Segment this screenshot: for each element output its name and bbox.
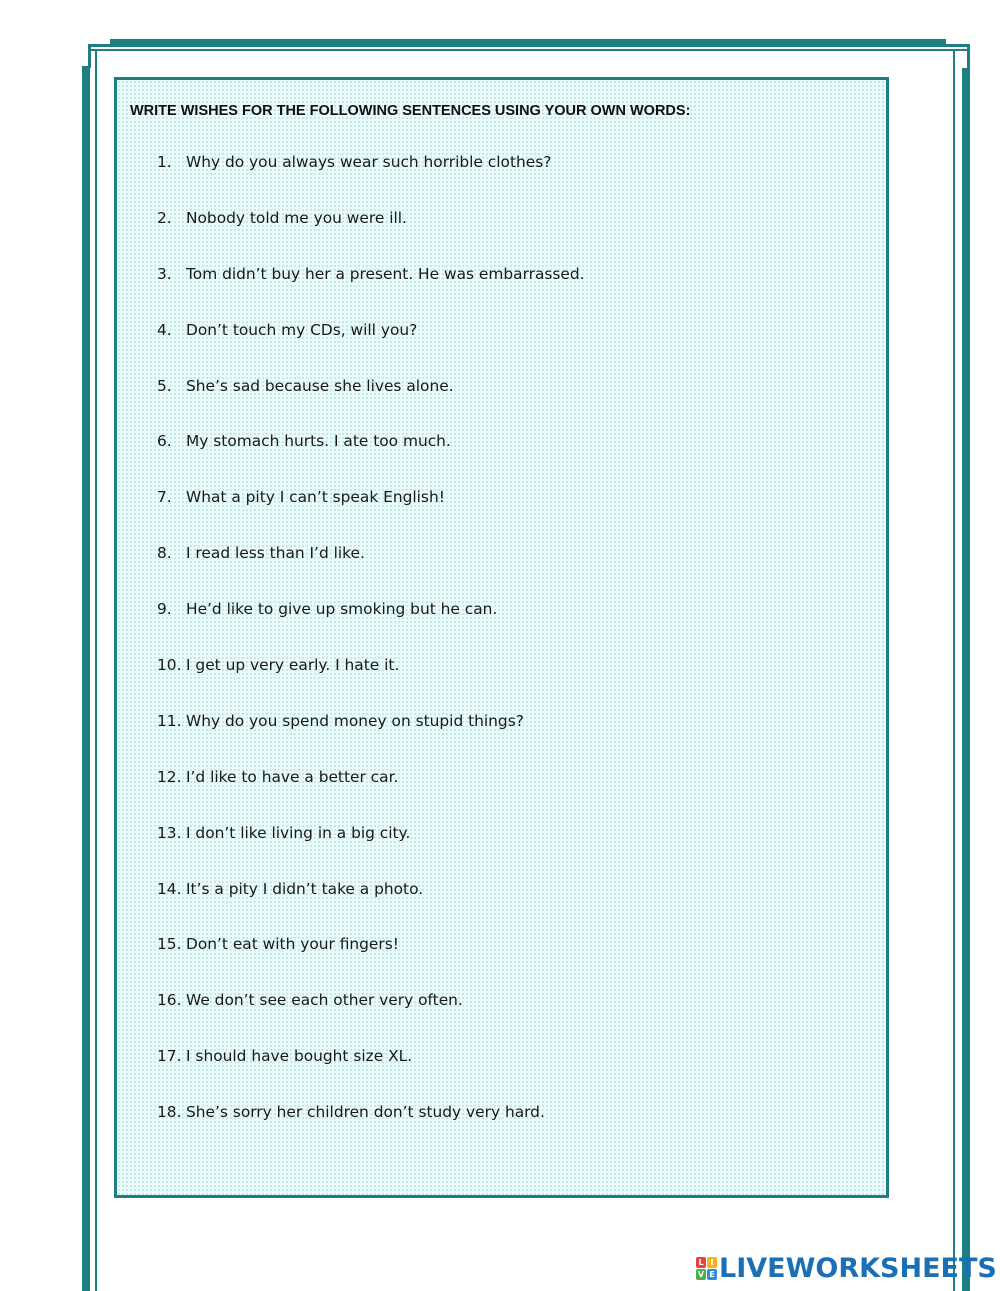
exercise-item — [157, 153, 585, 209]
logo-mark-tile: E — [707, 1269, 717, 1280]
exercise-number: 6. — [157, 432, 172, 451]
exercise-sentence: I read less than I’d like. — [186, 544, 365, 563]
exercise-number: 8. — [157, 544, 172, 563]
frame-top-inner-line — [88, 49, 968, 51]
frame-right-inner-line — [953, 51, 955, 1291]
exercise-item — [157, 209, 585, 265]
exercise-item — [157, 656, 585, 712]
exercise-number: 2. — [157, 208, 172, 227]
exercise-item — [157, 265, 585, 321]
exercise-item — [157, 432, 585, 488]
exercise-number: 12. — [157, 767, 182, 786]
exercise-number: 9. — [157, 600, 172, 619]
logo-mark-tile: V — [697, 1270, 705, 1279]
exercise-sentence: Don’t eat with your fingers! — [186, 935, 399, 954]
exercise-item — [157, 768, 585, 824]
frame-corner-top-right — [944, 44, 970, 70]
exercise-sentence: My stomach hurts. I ate too much. — [186, 432, 451, 451]
exercise-sentence: I’d like to have a better car. — [186, 767, 399, 786]
exercise-item — [157, 880, 585, 936]
exercise-sentence: Nobody told me you were ill. — [186, 208, 407, 227]
exercise-item — [157, 488, 585, 544]
logo-mark-tile: L — [696, 1257, 706, 1268]
exercise-number: 1. — [157, 153, 172, 171]
exercise-number: 4. — [157, 320, 172, 339]
frame-top-border — [110, 39, 946, 47]
exercise-item — [157, 544, 585, 600]
exercise-sentence: Tom didn’t buy her a present. He was embarrassed. — [186, 264, 585, 283]
exercise-sentence: I don’t like living in a big city. — [186, 823, 411, 842]
frame-right-border — [962, 68, 970, 1291]
exercise-number: 5. — [157, 376, 172, 395]
exercise-item — [157, 1047, 585, 1103]
exercise-item — [157, 712, 585, 768]
exercise-item — [157, 600, 585, 656]
frame-left-border — [82, 66, 90, 1291]
exercise-sentence: It’s a pity I didn’t take a photo. — [186, 879, 424, 898]
exercise-number: 11. — [157, 711, 182, 730]
worksheet-box — [114, 77, 889, 1198]
exercise-number: 17. — [157, 1047, 182, 1066]
exercise-list — [157, 153, 585, 1159]
exercise-number: 3. — [157, 264, 172, 283]
logo-mark-tile: I — [707, 1257, 717, 1268]
exercise-sentence: We don’t see each other very often. — [186, 991, 463, 1010]
exercise-item — [157, 824, 585, 880]
logo-mark-icon — [696, 1257, 717, 1280]
exercise-number: 10. — [157, 656, 182, 675]
exercise-item — [157, 991, 585, 1047]
exercise-sentence: She’s sad because she lives alone. — [186, 376, 454, 395]
exercise-number: 14. — [157, 879, 182, 898]
exercise-number: 16. — [157, 991, 182, 1010]
logo-text: LIVEWORKSHEETS — [719, 1253, 997, 1284]
frame-corner-top-left — [88, 44, 112, 68]
frame-left-inner-line — [95, 49, 97, 1291]
exercise-number: 18. — [157, 1103, 182, 1122]
exercise-item — [157, 321, 585, 377]
exercise-sentence: He’d like to give up smoking but he can. — [186, 600, 498, 619]
exercise-sentence: What a pity I can’t speak English! — [186, 488, 445, 507]
exercise-item — [157, 1103, 585, 1159]
exercise-sentence: Why do you spend money on stupid things? — [186, 711, 524, 730]
exercise-sentence: I get up very early. I hate it. — [186, 656, 400, 675]
exercise-item — [157, 935, 585, 991]
liveworksheets-logo[interactable] — [696, 1253, 997, 1284]
exercise-sentence: Don’t touch my CDs, will you? — [186, 320, 418, 339]
exercise-number: 13. — [157, 823, 182, 842]
exercise-sentence: She’s sorry her children don’t study very hard. — [186, 1103, 545, 1122]
worksheet-heading: WRITE WISHES FOR THE FOLLOWING SENTENCES USING YOUR OWN WORDS: — [130, 103, 691, 119]
exercise-sentence: I should have bought size XL. — [186, 1047, 413, 1066]
exercise-item — [157, 377, 585, 433]
exercise-number: 7. — [157, 488, 172, 507]
exercise-number: 15. — [157, 935, 182, 954]
exercise-sentence: Why do you always wear such horrible clothes? — [186, 153, 552, 171]
